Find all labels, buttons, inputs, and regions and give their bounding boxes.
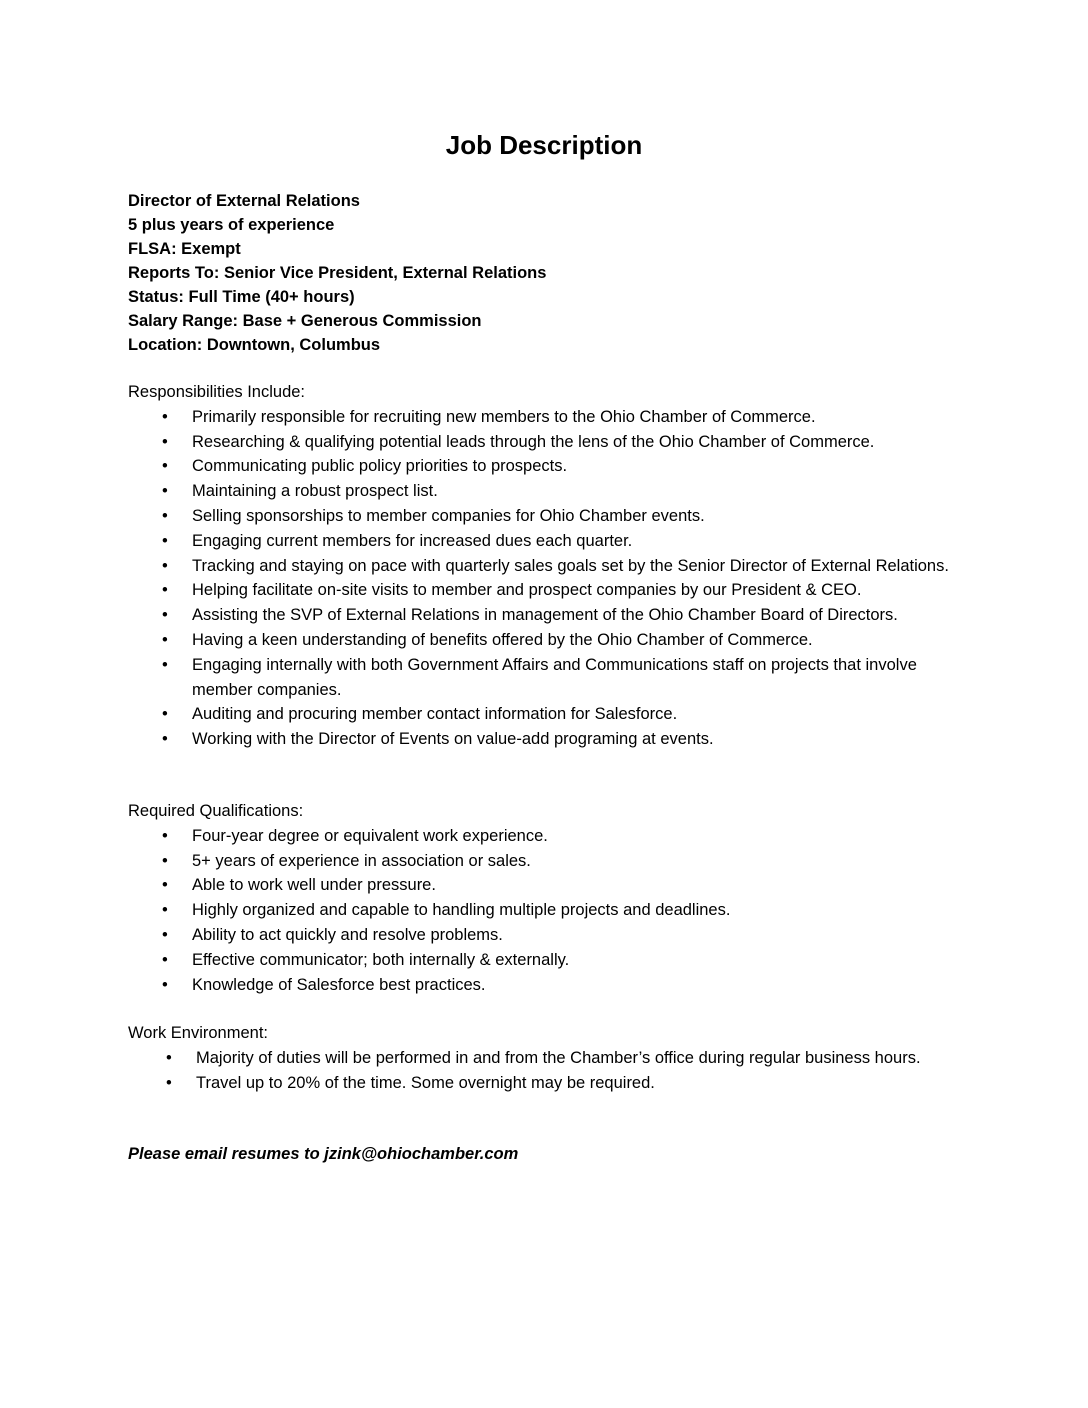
list-item bbox=[128, 628, 952, 653]
job-title-line: Director of External Relations bbox=[128, 192, 360, 210]
list-item-text: Effective communicator; both internally & externally. bbox=[192, 950, 570, 969]
bullet-icon: • bbox=[162, 851, 168, 870]
list-item bbox=[128, 430, 952, 455]
location-line: Location: Downtown, Columbus bbox=[128, 336, 381, 354]
reports-to-line: Reports To: Senior Vice President, External Relations bbox=[128, 264, 547, 282]
list-item bbox=[128, 898, 952, 923]
qualifications-heading: Required Qualifications: bbox=[128, 802, 304, 820]
experience-line: 5 plus years of experience bbox=[128, 216, 335, 234]
list-item bbox=[128, 923, 952, 948]
list-item bbox=[128, 702, 952, 727]
list-item bbox=[128, 1046, 952, 1071]
list-item-text: Selling sponsorships to member companies for Ohio Chamber events. bbox=[192, 506, 705, 525]
email-instructions: Please email resumes to jzink@ohiochamber.com bbox=[128, 1145, 519, 1163]
bullet-icon: • bbox=[162, 606, 168, 625]
list-item bbox=[128, 554, 952, 579]
list-item bbox=[128, 873, 952, 898]
list-item bbox=[128, 405, 952, 430]
list-item-text: Engaging current members for increased dues each quarter. bbox=[192, 531, 633, 550]
list-item-text: Primarily responsible for recruiting new members to the Ohio Chamber of Commerce. bbox=[192, 407, 816, 426]
list-item-text: Travel up to 20% of the time. Some overnight may be required. bbox=[196, 1073, 655, 1092]
list-item bbox=[128, 578, 952, 603]
responsibilities-heading: Responsibilities Include: bbox=[128, 383, 306, 401]
job-summary bbox=[128, 189, 546, 357]
status-line: Status: Full Time (40+ hours) bbox=[128, 288, 355, 306]
bullet-icon: • bbox=[162, 556, 168, 575]
bullet-icon: • bbox=[162, 730, 168, 749]
list-item-text: Tracking and staying on pace with quarterly sales goals set by the Senior Director of External Relations. bbox=[192, 556, 949, 575]
list-item bbox=[128, 529, 952, 554]
bullet-icon: • bbox=[162, 826, 168, 845]
bullet-icon: • bbox=[162, 482, 168, 501]
bullet-icon: • bbox=[162, 581, 168, 600]
list-item-text: Knowledge of Salesforce best practices. bbox=[192, 975, 486, 994]
bullet-icon: • bbox=[162, 655, 168, 674]
list-item-text: Majority of duties will be performed in and from the Chamber’s office during regular business hours. bbox=[196, 1048, 921, 1067]
list-item-text: Having a keen understanding of benefits offered by the Ohio Chamber of Commerce. bbox=[192, 630, 813, 649]
qualifications-list bbox=[128, 824, 952, 998]
responsibilities-section bbox=[128, 380, 952, 752]
bullet-icon: • bbox=[162, 876, 168, 895]
bullet-icon: • bbox=[162, 506, 168, 525]
list-item bbox=[128, 1071, 952, 1096]
list-item-text: Working with the Director of Events on value-add programing at events. bbox=[192, 730, 714, 749]
work-environment-list bbox=[128, 1046, 952, 1096]
flsa-line: FLSA: Exempt bbox=[128, 240, 241, 258]
list-item bbox=[128, 454, 952, 479]
list-item-text: Auditing and procuring member contact information for Salesforce. bbox=[192, 705, 678, 724]
responsibilities-list bbox=[128, 405, 952, 752]
list-item bbox=[128, 727, 952, 752]
list-item-text: Able to work well under pressure. bbox=[192, 876, 436, 895]
work-environment-section bbox=[128, 1021, 952, 1095]
bullet-icon: • bbox=[162, 925, 168, 944]
bullet-icon: • bbox=[162, 531, 168, 550]
list-item bbox=[128, 849, 952, 874]
list-item bbox=[128, 653, 952, 703]
list-item-text: Researching & qualifying potential leads through the lens of the Ohio Chamber of Commerce. bbox=[192, 432, 875, 451]
bullet-icon: • bbox=[162, 975, 168, 994]
bullet-icon: • bbox=[162, 457, 168, 476]
list-item-text: Highly organized and capable to handling multiple projects and deadlines. bbox=[192, 901, 731, 920]
list-item bbox=[128, 504, 952, 529]
list-item-text: Four-year degree or equivalent work experience. bbox=[192, 826, 548, 845]
list-item-text: Engaging internally with both Government Affairs and Communications staff on projects that involve member companies. bbox=[192, 655, 917, 699]
list-item bbox=[128, 479, 952, 504]
list-item-text: Communicating public policy priorities to prospects. bbox=[192, 457, 568, 476]
list-item-text: Ability to act quickly and resolve problems. bbox=[192, 925, 503, 944]
list-item bbox=[128, 973, 952, 998]
list-item bbox=[128, 824, 952, 849]
list-item bbox=[128, 603, 952, 628]
bullet-icon: • bbox=[162, 901, 168, 920]
bullet-icon: • bbox=[166, 1048, 172, 1067]
work-environment-heading: Work Environment: bbox=[128, 1024, 268, 1042]
list-item bbox=[128, 948, 952, 973]
list-item-text: 5+ years of experience in association or sales. bbox=[192, 851, 531, 870]
salary-line: Salary Range: Base + Generous Commission bbox=[128, 312, 482, 330]
bullet-icon: • bbox=[162, 950, 168, 969]
list-item-text: Helping facilitate on-site visits to member and prospect companies by our President & CEO. bbox=[192, 581, 862, 600]
list-item-text: Maintaining a robust prospect list. bbox=[192, 482, 438, 501]
bullet-icon: • bbox=[162, 432, 168, 451]
bullet-icon: • bbox=[166, 1073, 172, 1092]
bullet-icon: • bbox=[162, 705, 168, 724]
bullet-icon: • bbox=[162, 630, 168, 649]
qualifications-section bbox=[128, 799, 952, 997]
bullet-icon: • bbox=[162, 407, 168, 426]
page-title: Job Description bbox=[445, 130, 643, 160]
list-item-text: Assisting the SVP of External Relations in management of the Ohio Chamber Board of Directors. bbox=[192, 606, 898, 625]
